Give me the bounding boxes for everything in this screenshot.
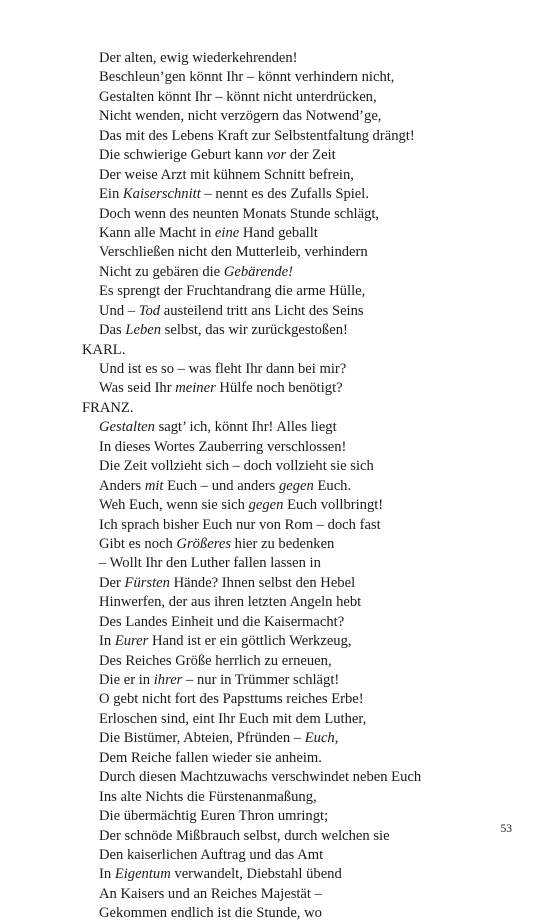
line-text: Die er in xyxy=(99,672,154,688)
emphasis-text: Kaiserschnitt xyxy=(122,186,201,203)
line-text: Erloschen sind, eint Ihr Euch mit dem Luther, xyxy=(99,710,367,727)
emphasis-text: vor xyxy=(266,147,287,164)
line-text: Anders xyxy=(99,477,145,494)
verse-line xyxy=(82,690,522,709)
verse-line xyxy=(82,438,522,457)
line-text: Der xyxy=(99,574,125,591)
line-text: Es sprengt der Fruchtandrang die arme Hülle, xyxy=(99,283,366,300)
line-text: FRANZ. xyxy=(82,399,134,416)
line-text: Die schwierige Geburt kann xyxy=(99,147,267,164)
line-text: Kann alle Macht in xyxy=(99,224,215,241)
line-text: Die Bistümer, Abteien, Pfründen – xyxy=(99,730,305,747)
line-text: – nennt es des Zufalls Spiel. xyxy=(200,186,369,203)
line-text: Und – xyxy=(99,302,139,319)
line-text: Ein xyxy=(99,186,123,203)
verse-line xyxy=(82,768,522,787)
verse-line xyxy=(82,729,522,748)
verse-line xyxy=(82,146,522,165)
verse-line xyxy=(82,827,522,846)
verse-line xyxy=(82,243,522,262)
verse-line xyxy=(82,107,522,126)
line-text: Verschließen nicht den Mutterleib, verhindern xyxy=(99,244,368,261)
verse-line xyxy=(82,710,522,729)
emphasis-text: eine xyxy=(214,224,240,241)
line-text: In dieses Wortes Zauberring verschlossen! xyxy=(99,438,347,455)
line-text: An Kaisers und an Reiches Majestät – xyxy=(99,885,322,902)
verse-line xyxy=(82,632,522,651)
emphasis-text: Eigentum xyxy=(114,866,171,883)
line-text: Ins alte Nichts die Fürstenanmaßung, xyxy=(99,788,317,805)
emphasis-text: gegen xyxy=(248,497,284,514)
line-text: sagt’ ich, könnt Ihr! Alles liegt xyxy=(154,419,337,436)
verse-line xyxy=(82,68,522,87)
emphasis-text: gegen xyxy=(278,477,314,494)
line-text: O gebt nicht fort des Papsttums reiches Erbe! xyxy=(99,691,364,708)
line-text: Der weise Arzt mit kühnem Schnitt befrein, xyxy=(99,166,354,183)
verse-line xyxy=(82,166,522,185)
verse-line xyxy=(82,671,522,690)
emphasis-text: Gebärende! xyxy=(223,263,293,280)
emphasis-text: Gestalten xyxy=(99,419,155,436)
verse-line xyxy=(82,263,522,282)
verse-line xyxy=(82,749,522,768)
line-text: – Wollt Ihr den Luther fallen lassen in xyxy=(99,555,321,572)
verse-line xyxy=(82,205,522,224)
line-text: Durch diesen Machtzuwachs verschwindet neben Euch xyxy=(99,769,422,786)
line-text: Doch wenn des neunten Monats Stunde schlägt, xyxy=(99,205,380,222)
line-text: Nicht zu gebären die xyxy=(99,263,224,280)
line-text: Gestalten könnt Ihr – könnt nicht unterdrücken, xyxy=(99,88,377,105)
line-text: In xyxy=(99,866,115,883)
line-text: Was seid Ihr xyxy=(99,380,176,397)
line-text: verwandelt, Diebstahl übend xyxy=(170,866,342,883)
verse-line xyxy=(82,360,522,379)
line-text: In xyxy=(99,633,115,650)
line-text: Hand ist er ein göttlich Werkzeug, xyxy=(148,633,352,650)
line-text: der Zeit xyxy=(286,147,336,164)
verse-line xyxy=(82,127,522,146)
line-text: KARL. xyxy=(82,341,126,358)
verse-line xyxy=(82,477,522,496)
speaker-name xyxy=(82,341,522,360)
verse-line xyxy=(82,904,522,923)
line-text: Hülfe noch benötigt? xyxy=(215,380,343,397)
verse-line xyxy=(82,807,522,826)
emphasis-text: Leben xyxy=(125,322,162,339)
page-number: 53 xyxy=(500,823,512,835)
line-text: Der schnöde Mißbrauch selbst, durch welchen sie xyxy=(99,827,390,844)
emphasis-text: ihrer xyxy=(153,672,183,688)
line-text: selbst, das wir zurückgestoßen! xyxy=(161,322,348,339)
line-text: Beschleun’gen könnt Ihr – könnt verhindern nicht, xyxy=(99,69,395,86)
verse-line xyxy=(82,865,522,884)
verse-line xyxy=(82,321,522,340)
verse-line xyxy=(82,496,522,515)
emphasis-text: Tod xyxy=(138,302,161,319)
line-text: Ich sprach bisher Euch nur von Rom – doch fast xyxy=(99,516,381,533)
verse-line xyxy=(82,282,522,301)
line-text: hier zu bedenken xyxy=(231,535,335,552)
emphasis-text: meiner xyxy=(175,380,216,397)
emphasis-text: Euch, xyxy=(304,730,339,747)
line-text: Nicht wenden, nicht verzögern das Notwend’ge, xyxy=(99,108,382,125)
line-text: Euch vollbringt! xyxy=(283,497,384,514)
line-text: Das mit des Lebens Kraft zur Selbstentfaltung drängt! xyxy=(99,127,415,144)
line-text: Die Zeit vollzieht sich – doch vollzieht sie sich xyxy=(99,458,374,475)
line-text: – nur in Trümmer schlägt! xyxy=(182,672,340,688)
line-text: Das xyxy=(99,322,126,339)
line-text: Euch. xyxy=(313,477,352,494)
line-text: Hand geballt xyxy=(239,224,318,241)
verse-line xyxy=(82,379,522,398)
line-text: Und ist es so – was fleht Ihr dann bei mir? xyxy=(99,361,347,377)
line-text: Den kaiserlichen Auftrag und das Amt xyxy=(99,846,324,863)
speaker-name xyxy=(82,399,522,418)
verse-line xyxy=(82,535,522,554)
verse-line xyxy=(82,88,522,107)
verse-line xyxy=(82,788,522,807)
emphasis-text: Fürsten xyxy=(124,574,170,591)
verse-line xyxy=(82,574,522,593)
verse-line xyxy=(82,885,522,904)
verse-line xyxy=(82,652,522,671)
verse-line xyxy=(82,418,522,437)
line-text: Dem Reiche fallen wieder sie anheim. xyxy=(99,749,322,766)
verse-line xyxy=(82,302,522,321)
verse-line xyxy=(82,846,522,865)
line-text: Der alten, ewig wiederkehrenden! xyxy=(99,50,298,66)
verse-line xyxy=(82,457,522,476)
line-text: Gekommen endlich ist die Stunde, wo xyxy=(99,905,322,922)
verse-line xyxy=(82,613,522,632)
play-text-block xyxy=(82,49,522,924)
line-text: Weh Euch, wenn sie sich xyxy=(99,497,249,514)
verse-line xyxy=(82,49,522,68)
emphasis-text: Größeres xyxy=(176,535,232,552)
verse-line xyxy=(82,593,522,612)
verse-line xyxy=(82,224,522,243)
line-text: Hinwerfen, der aus ihren letzten Angeln hebt xyxy=(99,594,362,611)
emphasis-text: Eurer xyxy=(114,633,149,650)
verse-line xyxy=(82,185,522,204)
verse-line xyxy=(82,516,522,535)
line-text: Des Reiches Größe herrlich zu erneuen, xyxy=(99,652,332,669)
line-text: Gibt es noch xyxy=(99,535,177,552)
verse-line xyxy=(82,554,522,573)
emphasis-text: mit xyxy=(144,477,164,494)
line-text: Hände? Ihnen selbst den Hebel xyxy=(169,574,356,591)
line-text: austeilend tritt ans Licht des Seins xyxy=(160,302,364,319)
line-text: Des Landes Einheit und die Kaisermacht? xyxy=(99,613,345,630)
line-text: Euch – und anders xyxy=(163,477,279,494)
line-text: Die übermächtig Euren Thron umringt; xyxy=(99,808,329,825)
